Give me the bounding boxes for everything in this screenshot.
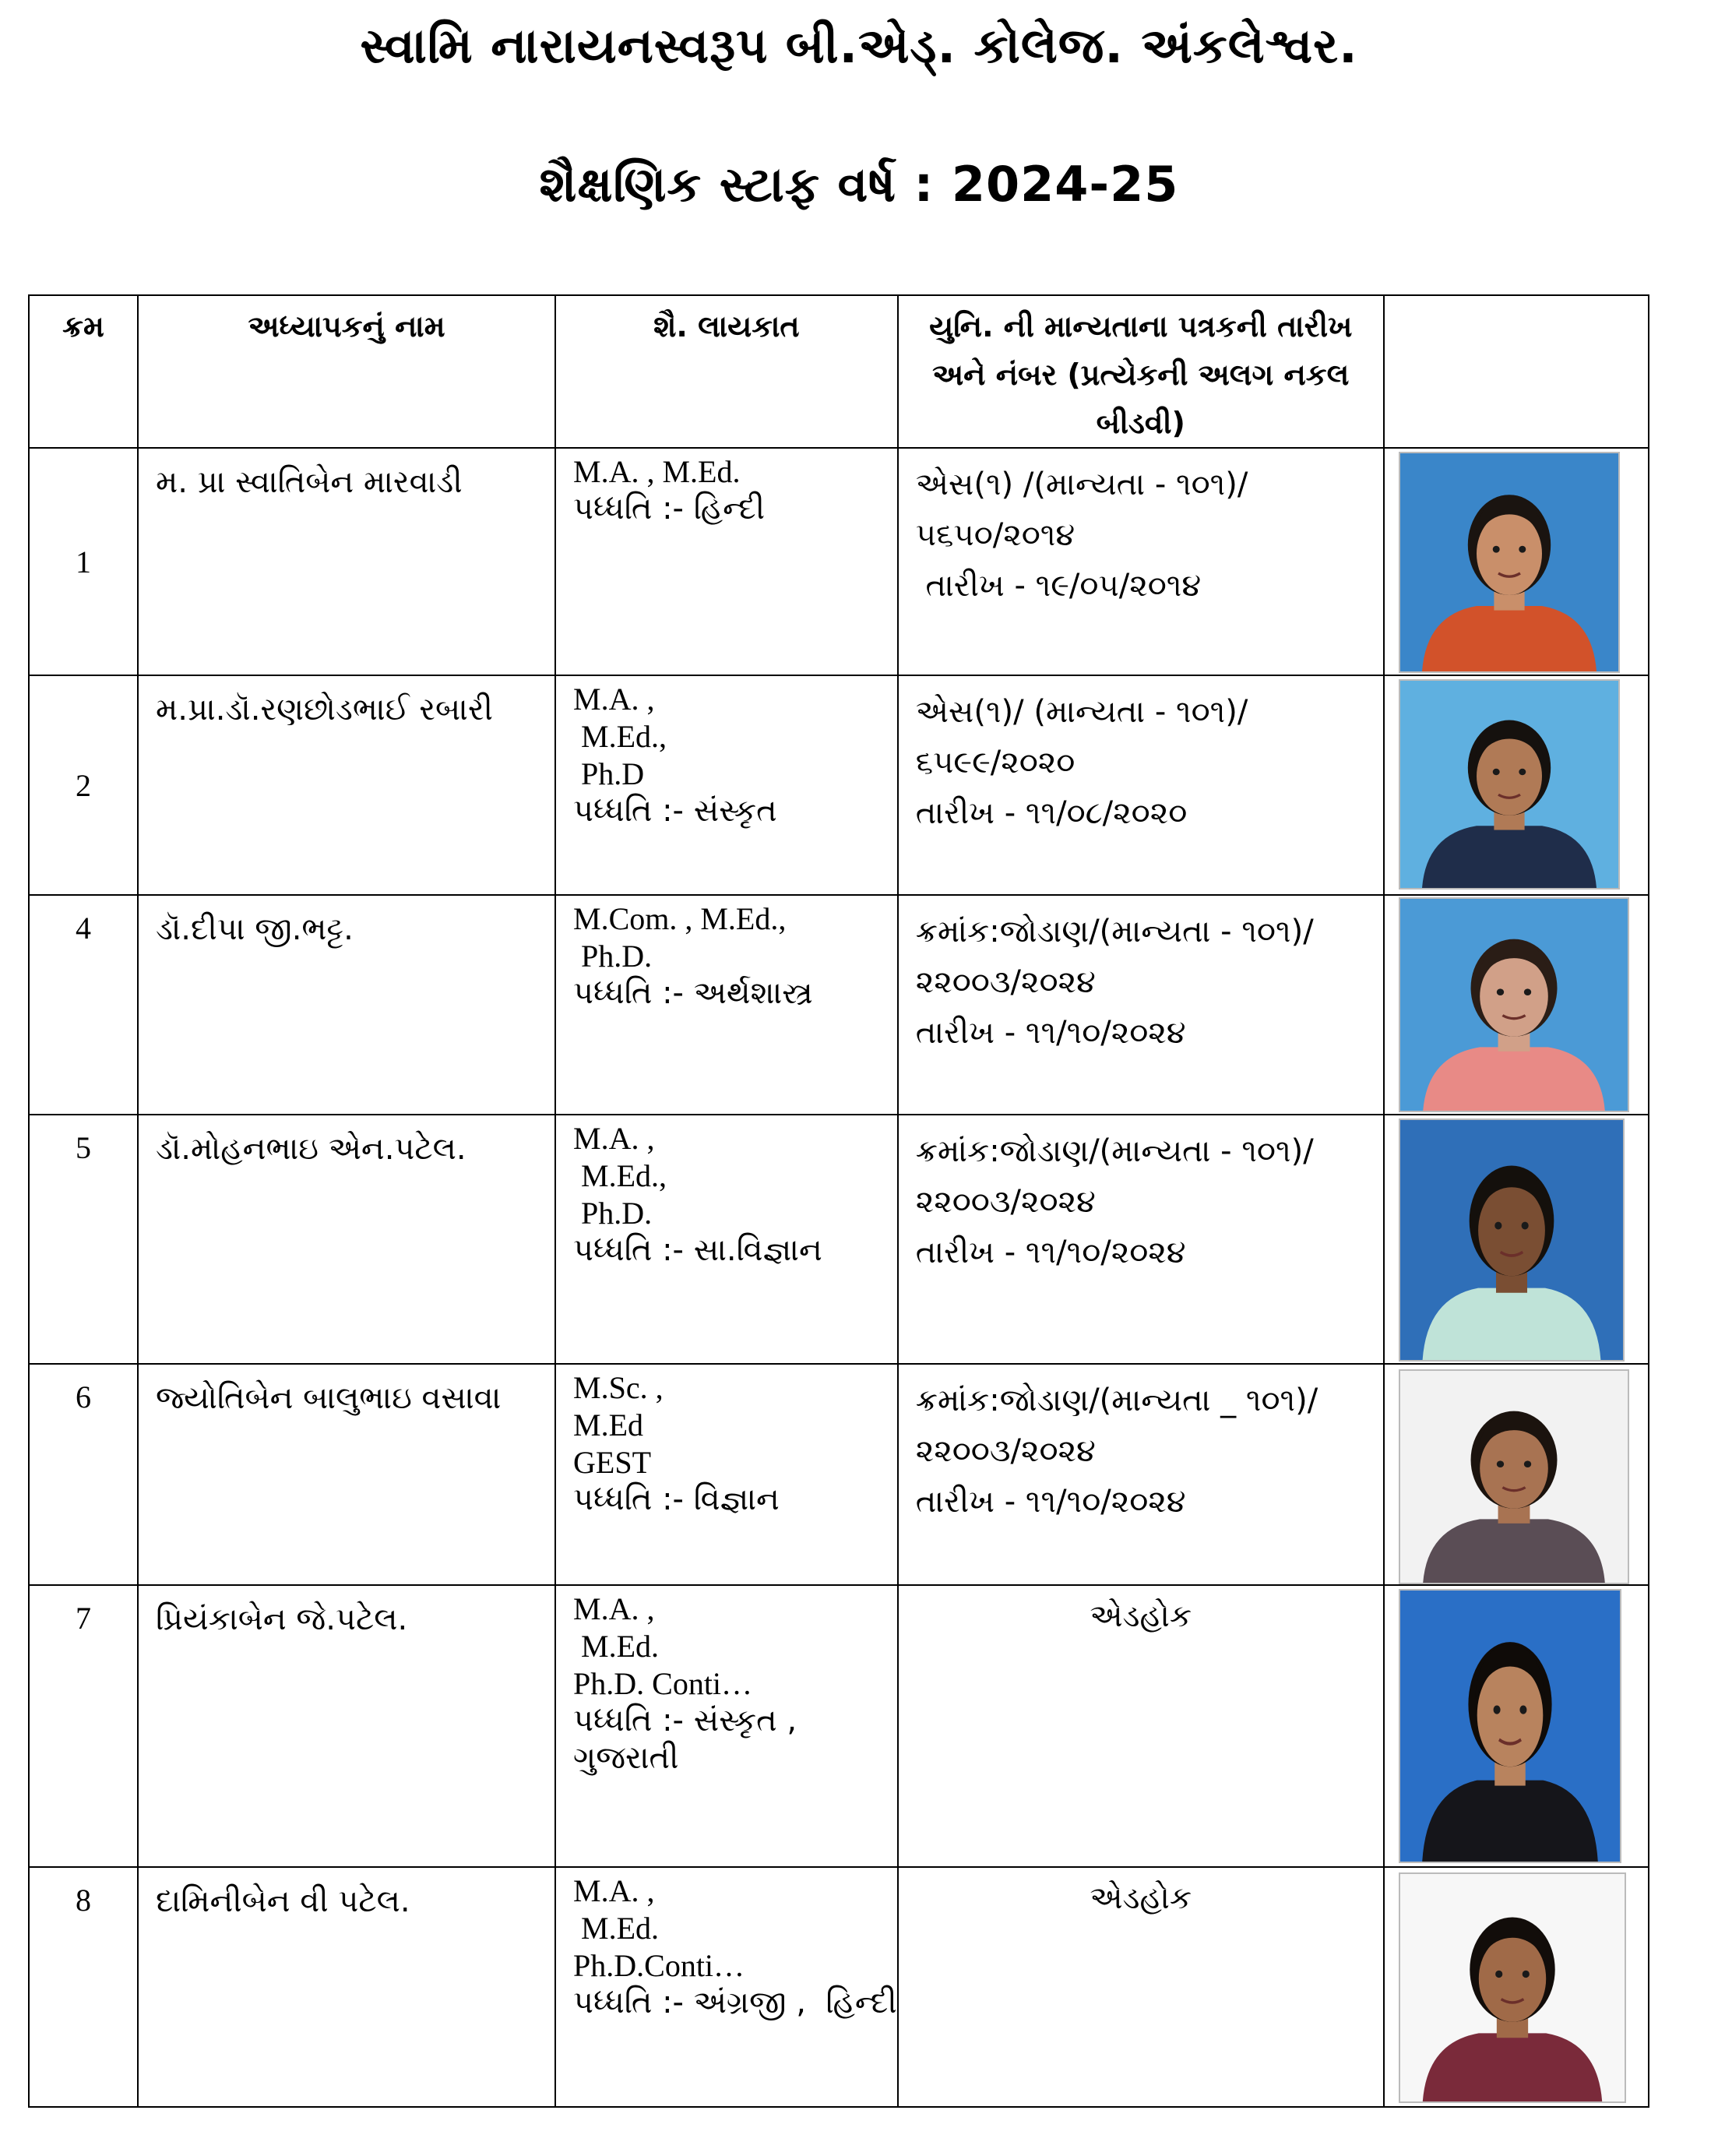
row-qualification	[555, 1585, 898, 1867]
table-row	[29, 1364, 1649, 1585]
row-photo-cell	[1384, 448, 1649, 675]
teacher-photo	[1399, 1369, 1629, 1584]
row-sr-number: 2	[29, 675, 138, 895]
row-qualification	[555, 1364, 898, 1585]
approval-line: ૨૨૦૦૩/૨૦૨૪	[915, 1184, 1096, 1220]
qualification-line: પધ્ધતિ :- અર્થશાસ્ત્ર	[573, 975, 813, 1011]
teacher-photo	[1399, 452, 1620, 673]
row-approval	[898, 1585, 1384, 1867]
approval-line: એડહોક	[1090, 1598, 1192, 1634]
table-row	[29, 1867, 1649, 2107]
approval-line: ક્રમાંક:જોડાણ/(માન્યતા - ૧૦૧)/	[915, 914, 1314, 949]
row-photo-cell	[1384, 675, 1649, 895]
qualification-line: M.A. ,	[573, 1873, 655, 1908]
qualification-line: M.Ed.,	[573, 1158, 667, 1193]
row-teacher-name: મ. પ્રા સ્વાતિબેન મારવાડી	[138, 448, 555, 675]
approval-line: ક્રમાંક:જોડાણ/(માન્યતા - ૧૦૧)/	[915, 1133, 1314, 1169]
teacher-photo	[1399, 897, 1629, 1112]
approval-line: એસ(૧) /(માન્યતા - ૧૦૧)/	[915, 467, 1248, 502]
qualification-line: પધ્ધતિ :- અંગ્રજી , હિન્દી	[573, 1985, 897, 2020]
table-row	[29, 675, 1649, 895]
approval-line: એસ(૧)/ (માન્યતા - ૧૦૧)/	[915, 694, 1248, 730]
qualification-line: M.Ed.	[573, 1629, 659, 1664]
row-teacher-name: જ્યોતિબેન બાલુભાઇ વસાવા	[138, 1364, 555, 1585]
approval-line: ૫૬૫૦/૨૦૧૪	[915, 517, 1076, 553]
header-approval	[898, 295, 1384, 448]
qualification-line: M.A. ,	[573, 1591, 655, 1626]
row-photo-cell	[1384, 1364, 1649, 1585]
qualification-line: Ph.D. Conti…	[573, 1666, 753, 1701]
teacher-photo	[1399, 679, 1620, 890]
qualification-line: M.A. ,	[573, 682, 655, 717]
row-teacher-name: મ.પ્રા.ડૉ.રણછોડભાઈ રબારી	[138, 675, 555, 895]
row-sr-number: 4	[29, 895, 138, 1115]
qualification-line: Ph.D.	[573, 1196, 653, 1231]
staff-year-title: શૈક્ષણિક સ્ટાફ વર્ષ : 2024-25	[539, 156, 1179, 213]
table-row	[29, 895, 1649, 1115]
row-qualification	[555, 675, 898, 895]
approval-line: તારીખ - ૧૧/૧૦/૨૦૨૪	[915, 1235, 1186, 1270]
row-photo-cell	[1384, 1585, 1649, 1867]
approval-line: ક્રમાંક:જોડાણ/(માન્યતા _ ૧૦૧)/	[915, 1383, 1318, 1418]
table-row	[29, 1585, 1649, 1867]
row-approval	[898, 895, 1384, 1115]
table-row	[29, 1115, 1649, 1364]
row-sr-number: 1	[29, 448, 138, 675]
qualification-line: Ph.D	[573, 756, 645, 791]
qualification-line: પધ્ધતિ :- સા.વિજ્ઞાન	[573, 1232, 822, 1268]
header-qualification: શૈ. લાયકાત	[555, 295, 898, 448]
qualification-line: ગુજરાતી	[573, 1740, 679, 1776]
row-approval	[898, 1867, 1384, 2107]
row-sr-number: 6	[29, 1364, 138, 1585]
approval-line: તારીખ - ૧૧/૧૦/૨૦૨૪	[915, 1015, 1186, 1051]
row-teacher-name: ડૉ.દીપા જી.ભટ્ટ.	[138, 895, 555, 1115]
teacher-photo	[1399, 1589, 1621, 1863]
header-sr: ક્રમ	[29, 295, 138, 448]
row-sr-number: 5	[29, 1115, 138, 1364]
approval-line: ૨૨૦૦૩/૨૦૨૪	[915, 1433, 1096, 1469]
approval-line: તારીખ - ૧૧/૧૦/૨૦૨૪	[915, 1484, 1186, 1520]
qualification-line: M.Ed	[573, 1407, 643, 1443]
qualification-line: GEST	[573, 1445, 651, 1480]
approval-line: ૬૫૯૯/૨૦૨૦	[915, 745, 1076, 780]
table-header-row	[29, 295, 1649, 448]
qualification-line: પધ્ધતિ :- સંસ્કૃત ,	[573, 1703, 797, 1739]
row-approval	[898, 448, 1384, 675]
row-approval	[898, 1115, 1384, 1364]
approval-line: ૨૨૦૦૩/૨૦૨૪	[915, 964, 1096, 1000]
header-approval-line1: યુનિ. ની માન્યતાના પત્રકની તારીખ	[929, 309, 1353, 343]
row-teacher-name: દામિનીબેન વી પટેલ.	[138, 1867, 555, 2107]
row-approval	[898, 675, 1384, 895]
row-sr-number: 7	[29, 1585, 138, 1867]
college-title: સ્વામિ નારાયનસ્વરૂપ બી.એડ્. કોલેજ. અંકલેશ્વર.	[360, 17, 1358, 74]
approval-line: તારીખ - ૧૧/૦૮/૨૦૨૦	[915, 795, 1188, 831]
qualification-line: પધ્ધતિ :- વિજ્ઞાન	[573, 1481, 780, 1517]
row-approval	[898, 1364, 1384, 1585]
qualification-line: M.Com. , M.Ed.,	[573, 901, 787, 936]
staff-table	[28, 294, 1649, 2108]
qualification-line: M.Ed.	[573, 1911, 659, 1946]
qualification-line: M.Ed.,	[573, 719, 667, 754]
row-teacher-name: ડૉ.મોહનભાઇ એન.પટેલ.	[138, 1115, 555, 1364]
qualification-line: M.Sc. ,	[573, 1370, 664, 1405]
row-photo-cell	[1384, 1115, 1649, 1364]
approval-line: તારીખ - ૧૯/૦૫/૨૦૧૪	[915, 568, 1202, 604]
qualification-line: Ph.D.	[573, 939, 653, 974]
row-teacher-name: પ્રિયંકાબેન જે.પટેલ.	[138, 1585, 555, 1867]
qualification-line: પધ્ધતિ :- હિન્દી	[573, 491, 766, 527]
table-row	[29, 448, 1649, 675]
row-qualification	[555, 1867, 898, 2107]
qualification-line: Ph.D.Conti…	[573, 1948, 745, 1983]
header-photo	[1384, 295, 1649, 448]
approval-line: એડહોક	[1090, 1880, 1192, 1916]
row-qualification	[555, 448, 898, 675]
header-name: અધ્યાપકનું નામ	[138, 295, 555, 448]
qualification-line: M.A. ,	[573, 1121, 655, 1156]
row-photo-cell	[1384, 1867, 1649, 2107]
row-qualification	[555, 1115, 898, 1364]
row-sr-number: 8	[29, 1867, 138, 2107]
row-photo-cell	[1384, 895, 1649, 1115]
qualification-line: M.A. , M.Ed.	[573, 454, 741, 489]
row-qualification	[555, 895, 898, 1115]
teacher-photo	[1399, 1119, 1625, 1362]
header-approval-line3: બીડવી)	[1096, 406, 1185, 440]
teacher-photo	[1399, 1872, 1626, 2103]
header-approval-line2: અને નંબર (પ્રત્યેકની અલગ નકલ	[932, 358, 1350, 392]
qualification-line: પધ્ધતિ :- સંસ્કૃત	[573, 793, 777, 829]
